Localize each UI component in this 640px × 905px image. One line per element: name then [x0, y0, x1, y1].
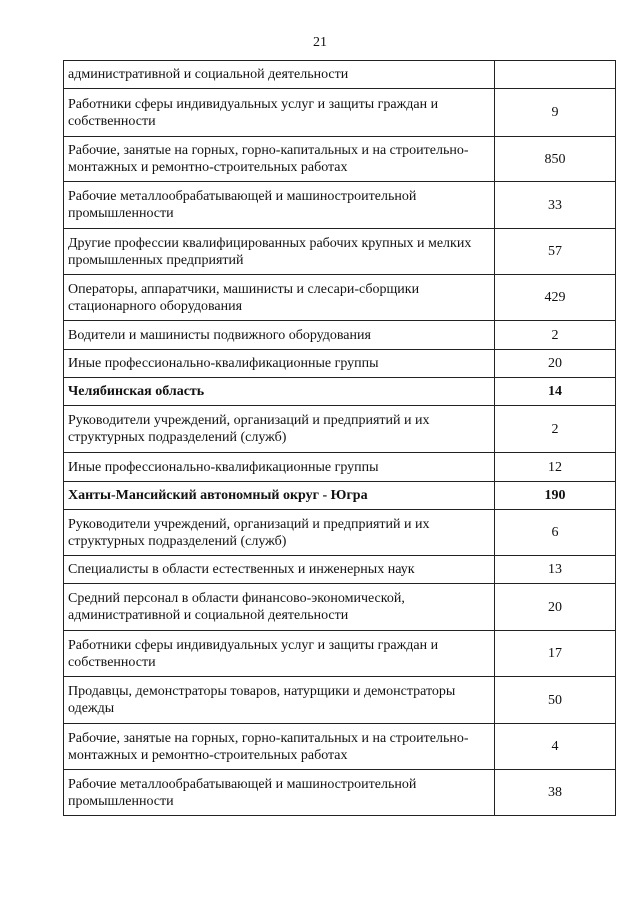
- occupation-group-cell: Иные профессионально-квалификационные группы: [64, 350, 495, 378]
- occupation-group-cell: Другие профессии квалифицированных рабочих крупных и мелких промышленных предприятий: [64, 229, 495, 275]
- occupation-group-cell: Рабочие металлообрабатывающей и машиностроительной промышленности: [64, 182, 495, 229]
- count-cell: 6: [495, 510, 616, 556]
- occupation-group-cell: Работники сферы индивидуальных услуг и защиты граждан и собственности: [64, 89, 495, 137]
- table-row: [64, 89, 616, 137]
- count-cell: 20: [495, 584, 616, 631]
- table-row: [64, 724, 616, 770]
- page-number: 21: [313, 35, 327, 50]
- count-cell: 33: [495, 182, 616, 229]
- count-cell: [495, 61, 616, 89]
- count-cell: 17: [495, 631, 616, 677]
- occupation-group-cell: административной и социальной деятельности: [64, 61, 495, 89]
- count-cell: 9: [495, 89, 616, 137]
- region-total-cell: 14: [495, 378, 616, 406]
- count-cell: 50: [495, 677, 616, 724]
- count-cell: 4: [495, 724, 616, 770]
- occupation-group-cell: Иные профессионально-квалификационные группы: [64, 453, 495, 482]
- occupation-group-cell: Специалисты в области естественных и инженерных наук: [64, 556, 495, 584]
- table-row: [64, 321, 616, 350]
- count-cell: 12: [495, 453, 616, 482]
- table-row: [64, 350, 616, 378]
- region-row: [64, 378, 616, 406]
- occupation-group-cell: Руководители учреждений, организаций и предприятий и их структурных подразделений (служб): [64, 510, 495, 556]
- table-row: [64, 275, 616, 321]
- occupation-group-cell: Работники сферы индивидуальных услуг и защиты граждан и собственности: [64, 631, 495, 677]
- region-name-cell: Ханты-Мансийский автономный округ - Югра: [64, 482, 495, 510]
- table-row: [64, 631, 616, 677]
- table-row: [64, 556, 616, 584]
- count-cell: 20: [495, 350, 616, 378]
- table-row: [64, 453, 616, 482]
- occupations-table-body: [64, 61, 616, 816]
- table-row: [64, 677, 616, 724]
- table-row: [64, 137, 616, 182]
- occupation-group-cell: Рабочие, занятые на горных, горно-капитальных и на строительно-монтажных и ремонтно-строительных работах: [64, 137, 495, 182]
- occupations-table: [63, 60, 616, 816]
- table-row: [64, 182, 616, 229]
- table-row: [64, 584, 616, 631]
- count-cell: 850: [495, 137, 616, 182]
- occupation-group-cell: Руководители учреждений, организаций и предприятий и их структурных подразделений (служб): [64, 406, 495, 453]
- count-cell: 38: [495, 770, 616, 816]
- region-row: [64, 482, 616, 510]
- table-row: [64, 229, 616, 275]
- count-cell: 13: [495, 556, 616, 584]
- table-row: [64, 770, 616, 816]
- count-cell: 2: [495, 406, 616, 453]
- occupation-group-cell: Средний персонал в области финансово-экономической, административной и социальной деятельности: [64, 584, 495, 631]
- table-row: [64, 406, 616, 453]
- occupation-group-cell: Рабочие, занятые на горных, горно-капитальных и на строительно-монтажных и ремонтно-строительных работах: [64, 724, 495, 770]
- count-cell: 2: [495, 321, 616, 350]
- occupation-group-cell: Водители и машинисты подвижного оборудования: [64, 321, 495, 350]
- table-row: [64, 61, 616, 89]
- occupation-group-cell: Операторы, аппаратчики, машинисты и слесари-сборщики стационарного оборудования: [64, 275, 495, 321]
- region-total-cell: 190: [495, 482, 616, 510]
- count-cell: 57: [495, 229, 616, 275]
- count-cell: 429: [495, 275, 616, 321]
- region-name-cell: Челябинская область: [64, 378, 495, 406]
- occupation-group-cell: Рабочие металлообрабатывающей и машиностроительной промышленности: [64, 770, 495, 816]
- occupation-group-cell: Продавцы, демонстраторы товаров, натурщики и демонстраторы одежды: [64, 677, 495, 724]
- table-row: [64, 510, 616, 556]
